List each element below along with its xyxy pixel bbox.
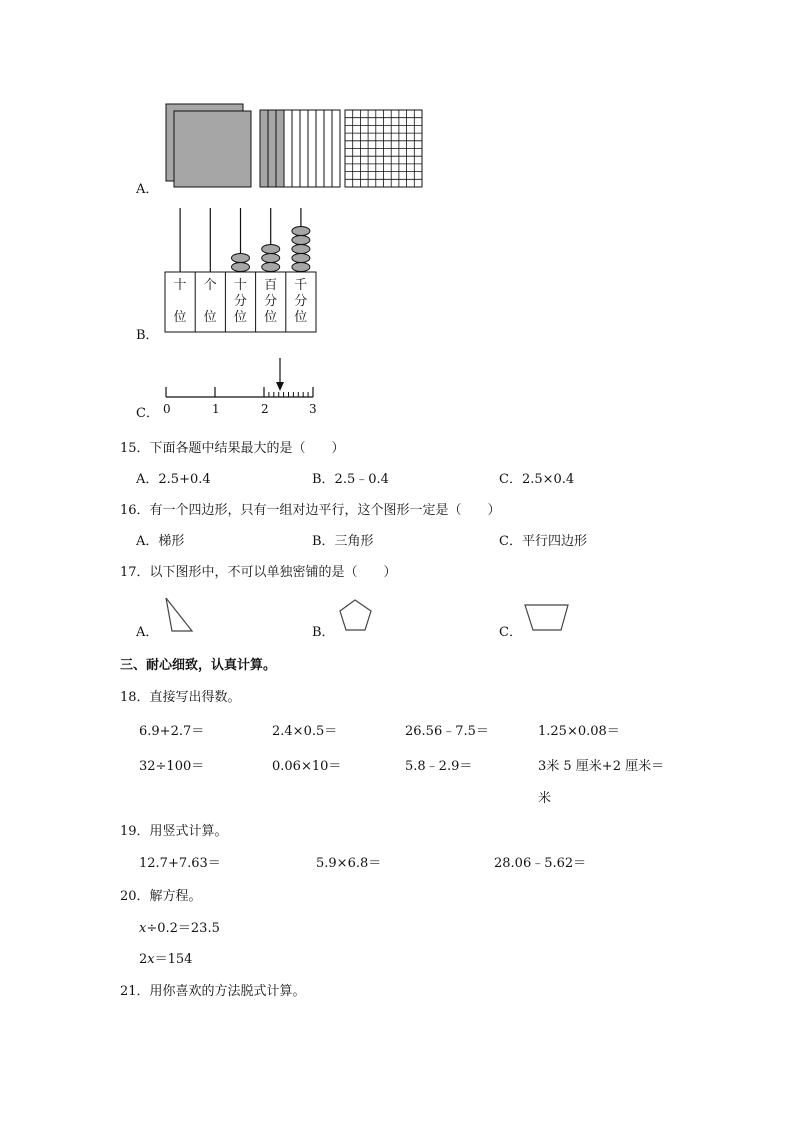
q18-stem: 18．直接写出得数。 (120, 690, 241, 705)
q14-option-a-label[interactable]: A． (136, 182, 159, 197)
q20-eq2-rest: ＝154 (154, 952, 193, 967)
q18-item-8-unit: 米 (538, 791, 552, 806)
abacus-place-label: 百 分 位 (264, 278, 278, 325)
q21-stem: 21．用你喜欢的方法脱式计算。 (120, 984, 306, 999)
q17-option-a[interactable]: A． (136, 625, 159, 640)
q19-item-3: 28.06﹣5.62＝ (494, 856, 587, 871)
q16-stem: 16．有一个四边形，只有一组对边平行，这个图形一定是（ ） (120, 503, 501, 518)
q18-item-8: 3米 5 厘米+2 厘米＝ (538, 759, 665, 774)
q20-eq1-variable: x (139, 921, 147, 936)
q20-equation-2 (139, 948, 192, 967)
q18-item-3: 26.56﹣7.5＝ (405, 724, 489, 739)
q17-stem: 17．以下图形中，不可以单独密铺的是（ ） (120, 565, 397, 580)
q18-item-4: 1.25×0.08＝ (538, 724, 620, 739)
q18-item-2: 2.4×0.5＝ (272, 724, 338, 739)
pentagon-shape (340, 600, 371, 630)
q17-option-c[interactable]: C． (499, 625, 522, 640)
q14-option-b-label[interactable]: B． (136, 328, 159, 343)
q18-item-6: 0.06×10＝ (272, 759, 342, 774)
q15-option-c[interactable]: C．2.5×0.4 (499, 472, 575, 487)
q18-item-1: 6.9+2.7＝ (139, 724, 205, 739)
abacus-place-label: 个 位 (203, 278, 217, 325)
q19-item-1: 12.7+7.63＝ (139, 856, 221, 871)
q15-option-b[interactable]: B．2.5﹣0.4 (312, 472, 389, 487)
q20-equation-1 (139, 917, 220, 936)
tick-label-0: 0 (163, 402, 171, 416)
abacus-place-label: 千 分 位 (294, 278, 308, 325)
abacus-place-label: 十 分 位 (233, 278, 247, 325)
q19-stem: 19．用竖式计算。 (120, 824, 228, 839)
tick-label-3: 3 (309, 402, 317, 416)
q15-option-a[interactable]: A．2.5+0.4 (136, 472, 211, 487)
q14-option-c-label[interactable]: C． (136, 406, 159, 421)
q17-option-b[interactable]: B． (312, 625, 335, 640)
q16-option-c[interactable]: C．平行四边形 (499, 534, 587, 549)
q16-option-a[interactable]: A．梯形 (136, 534, 185, 549)
trapezoid-shape (525, 605, 568, 630)
abacus-place-label: 十 位 (173, 278, 187, 325)
tick-label-2: 2 (261, 402, 269, 416)
q20-eq1-rest: ÷0.2＝23.5 (146, 921, 220, 936)
triangle-shape (166, 598, 192, 631)
q19-item-2: 5.9×6.8＝ (316, 856, 382, 871)
tick-label-1: 1 (212, 402, 220, 416)
q20-eq2-variable: x (147, 952, 155, 967)
q18-item-5: 32÷100＝ (139, 759, 205, 774)
section3-title: 三、耐心细致，认真计算。 (120, 658, 277, 673)
q20-stem: 20．解方程。 (120, 889, 202, 904)
q20-eq2-coef: 2 (139, 952, 148, 967)
q18-item-7: 5.8﹣2.9＝ (405, 759, 473, 774)
q15-stem: 15．下面各题中结果最大的是（ ） (120, 441, 345, 456)
q16-option-b[interactable]: B．三角形 (312, 534, 374, 549)
